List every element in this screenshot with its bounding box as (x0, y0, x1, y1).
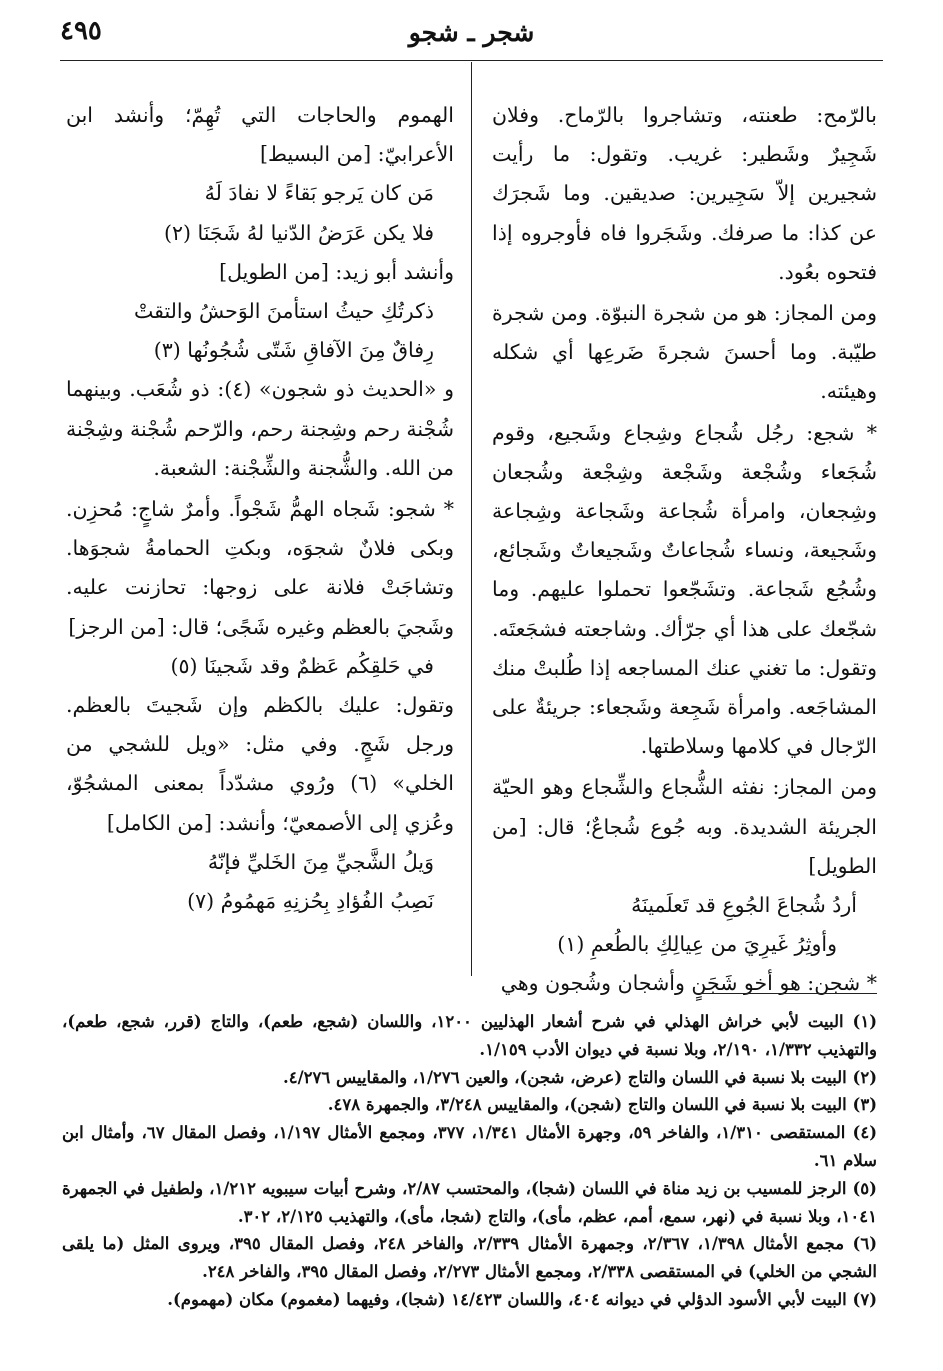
verse-line: ذكرتُكِ حيثُ استأمنَ الوَحشُ والتقتْ (134, 299, 434, 324)
column-divider (471, 62, 472, 976)
poem-intro: وأنشد أبو زيد: [من الطويل] (219, 259, 454, 284)
footnote: (٧) البيت لأبي الأسود الدؤلي في ديوانه ٤٠٤، واللسان ١٤/٤٢٣ (شجا)، وفيهما (مغموم) مكان (مهموم). (167, 1289, 877, 1309)
header-rule (60, 60, 883, 61)
entry-shajar-majaz: ومن المجاز: هو من شجرة النبوّة. ومن شجرة طيّبة. وما أحسنَ شجرةَ ضَرعِها أي شكله وهيئته. (492, 301, 877, 404)
entry-shajan-continuation: الهموم والحاجات التي تُهِمّ؛ وأنشد ابن الأعرابيّ: [من البسيط] (66, 103, 454, 167)
footnote: (٤) المستقصى ١/٣١٠، والفاخر ٥٩، وجهرة الأمثال ١/٣٤١، ٣٧٧، ومجمع الأمثال ١/١٩٧، وفصل المقال ٦٧، وأمثال ابن سلام ٦١. (62, 1123, 877, 1170)
right-column (492, 96, 877, 1004)
running-title: شجر ـ شجو (408, 18, 535, 47)
page-number: ٤٩٥ (60, 16, 102, 46)
footnote: (٥) الرجز للمسيب بن زيد مناة في اللسان (شجا)، والمحتسب ٢/٨٧، وشرح أبيات سيبويه ١/٢١٢، ولطفيل في الجمهرة ١٠٤١، وبلا نسبة في (نهر، سمع، أمم، عظم، مأى)، والتاج (شجا، مأى)، والتهذيب ٢/١٢٥، ٣٠٢. (62, 1178, 877, 1226)
verse-line: فلا يكن عَرَضُ الدّنيا لهُ شَجَنَا (٢) (163, 220, 434, 245)
footnotes (62, 1008, 877, 1314)
entry-shajan-start: * شجن: هو أخو شَجَنٍ وأشجان وشُجون وهي (500, 971, 877, 996)
footnote: (١) البيت لأبي خراش الهذلي في شرح أشعار الهذليين ١٢٠٠، واللسان (شجع، طعم)، والتاج (قرر، شجع، طعم)، والتهذيب ١/٣٣٢، ٢/١٩٠، وبلا نسبة في ديوان الأدب ١/١٥٩. (62, 1012, 878, 1059)
entry-shajw-continuation: وتقول: عليك بالكظم وإن شَجيتَ بالعظم. ورجل شَجٍ. وفي مثل: «ويل للشجي من الخلي» (٦) ورُوي مشدّداً بمعنى المشجُوّ، وعُزي إلى الأصمعيّ؛ وأنشد: [من الكامل] (66, 693, 454, 835)
entry-shajar-continuation: بالرّمح: طعنته، وتشاجروا بالرّماح. وفلان شَجِيرٌ وشَطير: غريب. وتقول: ما رأيت شجيرين إلاّ سَجِيرين: صديقين. وما شَجرَك عن كذا: ما صرفك. وشَجَروا فاه فأوجروه إذا فتحوه بعُود. (492, 103, 877, 284)
entry-shajan-hadith: و «الحديث ذو شجون» (٤): ذو شُعَب. وبينهما شُجْنة رحم وشِجنة رحم، والرّحم شُجْنة وشِجْنة من الله. والشُّجنة والشِّجْنة: الشعبة. (66, 377, 455, 480)
footnote: (٣) البيت بلا نسبة في اللسان والتاج (شجن)، والمقاييس ٣/٢٤٨، والجمهرة ٤٧٨. (327, 1095, 877, 1115)
verse-line: نَصِبُ الفُؤادِ بِحُزنِهِ مَهمُومُ (٧) (187, 889, 434, 914)
verse-line: وأوثِرُ غَيرِيَ من عِيالِكِ بالطُعمِ (١) (557, 932, 837, 957)
entry-shaja-majaz: ومن المجاز: نفثه الشُّجاع والشِّجاع وهو الحيّة الجريئة الشديدة. وبه جُوع شُجاعٌ؛ قال: [من الطويل] (492, 775, 877, 878)
footnote: (٦) مجمع الأمثال ١/٣٩٨، ٢/٣٦٧، وجمهرة الأمثال ٢/٣٣٩، والفاخر ٢٤٨، وفصل المقال ٣٩٥، ويروى المثل (ما يلقى الشجي من الخلي) في المستقصى ٢/٣٣٨، ومجمع الأمثال ٢/٢٧٣، وفصل المقال ٣٩٥، والفاخر ٢٤٨. (62, 1234, 877, 1282)
verse-line: وَيلُ الشَّجيِّ مِنَ الخَليِّ فإنّهُ (207, 849, 434, 874)
footnote: (٢) البيت بلا نسبة في اللسان والتاج (عرض، شجن)، والعين ١/٢٧٦، والمقاييس ٤/٢٧٦. (282, 1067, 877, 1087)
verse-line: في حَلقِكُم عَظمٌ وقد شَجينَا (٥) (170, 653, 434, 678)
verse-line: رِفاقٌ مِنَ الآفاقِ شَتّى شُجُونُها (٣) (153, 338, 434, 363)
entry-shaja: * شجع: رجُل شُجاع وشِجاع وشَجيع، وقوم شُجَعاء وشُجْعة وشَجْعة وشِجْعة وشُجعان وشِجعان، وامرأة شُجاعة وشَجاعة وشِجاعة وشَجيعة، ونساء شُجاعاتٌ وشَجيعاتٌ وشَجائع، وشُجُع شَجاعة. وتشَجّعوا تحملوا عليهم. وما شجّعك على هذا أي جرّأك. وشاجعته فشجَعتَه. وتقول: ما تغني عنك المساجعه إذا طُلبتْ منك المشاجَعه. وامرأة شَجِعة وشَجعاء: جريئةٌ على الرّجال في كلامها وسلاطتها. (492, 420, 877, 759)
verse-line: مَن كان يَرجو بَقاءً لا نفادَ لَهُ (204, 181, 434, 206)
verse-line: أردُ شُجاعَ الجُوعِ قد تَعلَمينَهُ (631, 893, 857, 918)
entry-shajw: * شجو: شَجاه الهمُّ شَجْواً. وأمرٌ شاجٍ: مُحزِن. وبكى فلانٌ شجوَه، وبكتِ الحمامةُ شجوَها. وتشاجَتْ فلانة على زوجها: تحازنت عليه. وشَجيَ بالعظم وغيره شَجًى؛ قال: [من الرجز] (66, 497, 454, 639)
left-column (66, 96, 454, 921)
footnote-rule (697, 993, 877, 994)
page-header (60, 16, 883, 56)
